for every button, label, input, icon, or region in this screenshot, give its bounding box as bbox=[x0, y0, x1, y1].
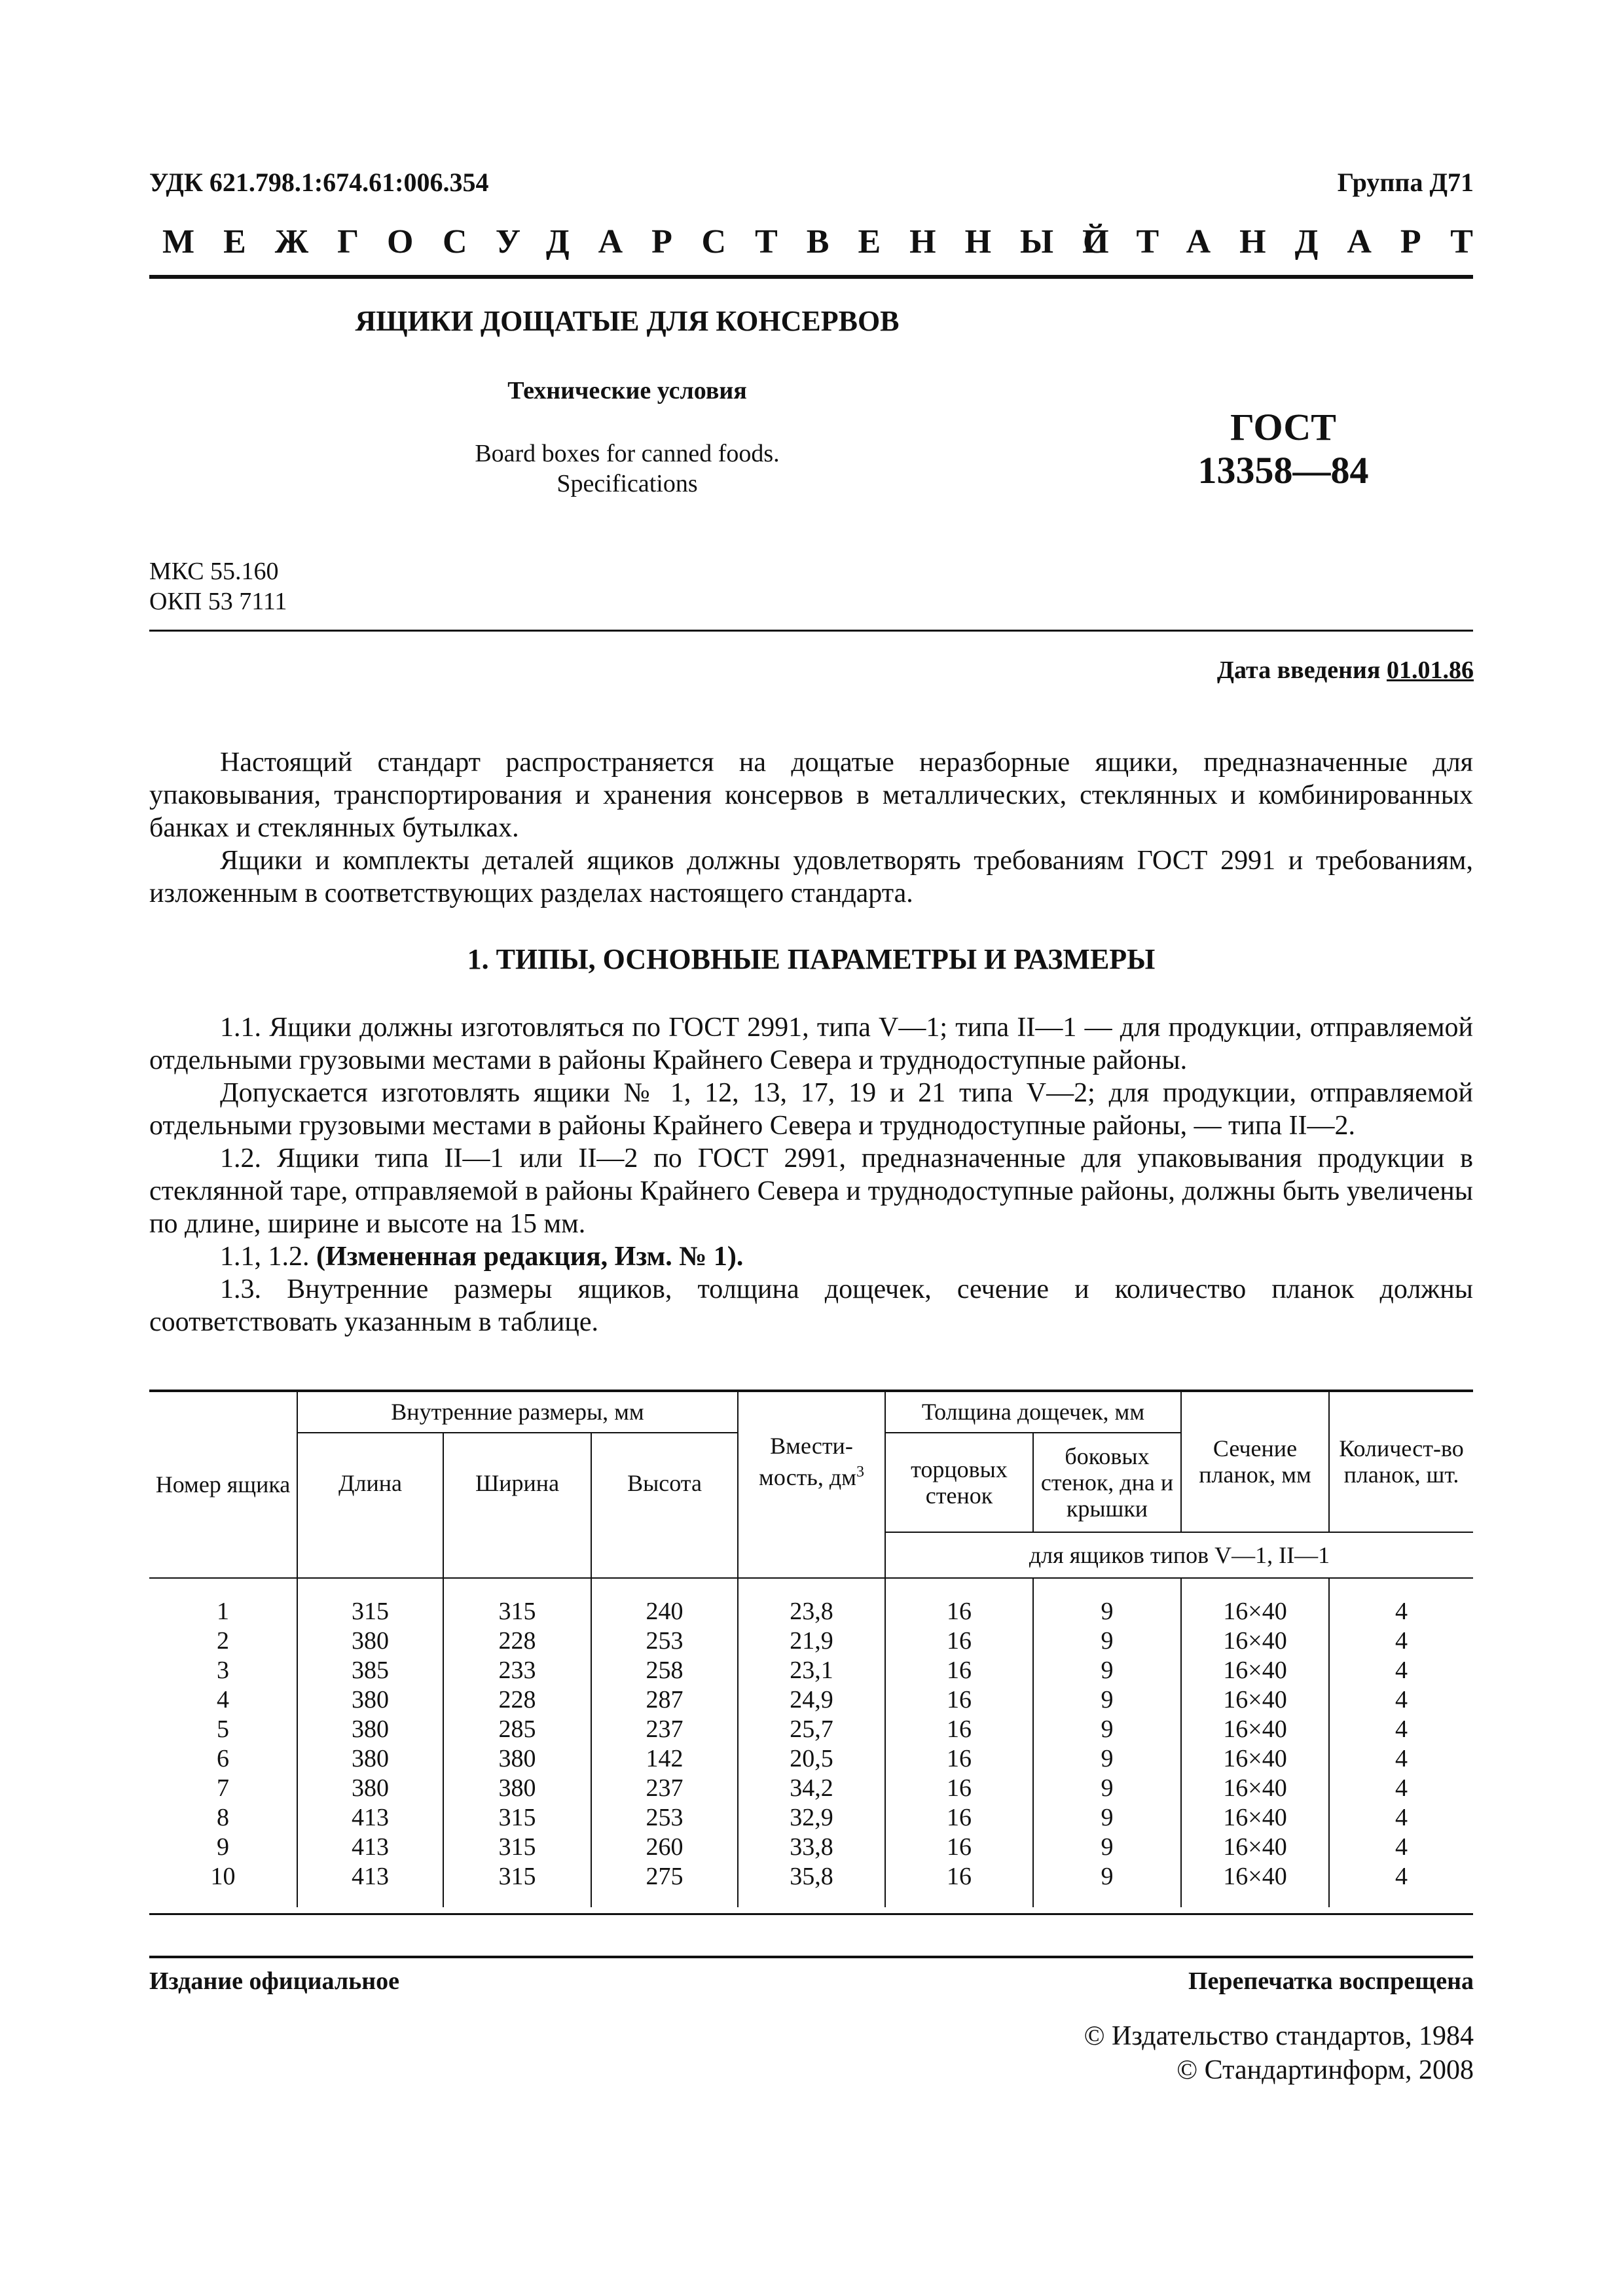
cell-slat-count: 4 bbox=[1395, 1745, 1408, 1772]
introduction-date-value: 01.01.86 bbox=[1387, 656, 1474, 684]
english-title-line2: Specifications bbox=[556, 470, 698, 497]
cell-end-thickness: 16 bbox=[885, 1833, 1033, 1862]
cell-end-thickness: 16 bbox=[885, 1744, 1033, 1774]
table-row bbox=[149, 1685, 1473, 1715]
classification-codes bbox=[149, 556, 287, 617]
clause-1-2: 1.2. Ящики типа II—1 или II—2 по ГОСТ 2991, предназначенные для упаковывания продукции в стеклянной таре, отправляемой в районы Крайнего Севера и труднодоступные районы, должны быть увеличены по длине, ширине и высоте на 15 мм. bbox=[149, 1143, 1473, 1239]
cell-width: 233 bbox=[443, 1656, 591, 1685]
spacer-cell bbox=[1033, 1892, 1181, 1907]
cell-side-thickness: 9 bbox=[1033, 1833, 1181, 1862]
cell-end-thickness: 16 bbox=[885, 1715, 1033, 1744]
standard-banner bbox=[149, 223, 1502, 268]
document-subtitle: Технические условия bbox=[507, 377, 747, 404]
cell-slat-count: 4 bbox=[1395, 1833, 1408, 1861]
cell-slat-count: 4 bbox=[1395, 1774, 1408, 1802]
spacer-cell bbox=[1181, 1892, 1329, 1907]
amendment-prefix: 1.1, 1.2. bbox=[220, 1242, 310, 1272]
introduction-date bbox=[1217, 656, 1474, 685]
cell-box-number: 5 bbox=[149, 1715, 297, 1744]
table-row bbox=[149, 1862, 1473, 1892]
cell-width: 285 bbox=[443, 1715, 591, 1744]
table-row bbox=[149, 1578, 1473, 1626]
cell-slat-section: 16×40 bbox=[1181, 1862, 1329, 1892]
spacer-cell bbox=[297, 1892, 443, 1907]
cell-length: 385 bbox=[297, 1656, 443, 1685]
cell-box-number: 7 bbox=[149, 1774, 297, 1803]
gost-designation bbox=[1100, 406, 1467, 492]
table-row bbox=[149, 1833, 1473, 1862]
cell-height: 142 bbox=[591, 1744, 738, 1774]
cell-capacity: 35,8 bbox=[738, 1862, 885, 1892]
english-title bbox=[149, 439, 1105, 499]
cell-slat-section: 16×40 bbox=[1181, 1626, 1329, 1656]
table-row bbox=[149, 1803, 1473, 1833]
cell-side-thickness: 9 bbox=[1033, 1744, 1181, 1774]
cell-box-number: 3 bbox=[149, 1656, 297, 1685]
cell-capacity: 23,8 bbox=[738, 1578, 885, 1626]
cell-width: 380 bbox=[443, 1774, 591, 1803]
header-empty-cell-3 bbox=[591, 1532, 738, 1578]
gost-number: 13358—84 bbox=[1197, 449, 1369, 492]
cell-length: 380 bbox=[297, 1626, 443, 1656]
cell-height: 240 bbox=[591, 1578, 738, 1626]
section-heading: 1. ТИПЫ, ОСНОВНЫЕ ПАРАМЕТРЫ И РАЗМЕРЫ bbox=[467, 943, 1156, 975]
codes-rule bbox=[149, 630, 1473, 632]
cell-height: 287 bbox=[591, 1685, 738, 1715]
cell-side-thickness: 9 bbox=[1033, 1803, 1181, 1833]
footer-rule bbox=[149, 1956, 1473, 1958]
table-row bbox=[149, 1774, 1473, 1803]
header-slat-section: Сечение планок, мм bbox=[1181, 1391, 1329, 1532]
table-row bbox=[149, 1744, 1473, 1774]
cell-slat-section: 16×40 bbox=[1181, 1833, 1329, 1862]
spacer-cell bbox=[443, 1892, 591, 1907]
cell-end-thickness: 16 bbox=[885, 1626, 1033, 1656]
cell-length: 380 bbox=[297, 1744, 443, 1774]
cell-capacity: 33,8 bbox=[738, 1833, 885, 1862]
cell-length: 380 bbox=[297, 1685, 443, 1715]
cell-capacity: 34,2 bbox=[738, 1774, 885, 1803]
cell-slat-section: 16×40 bbox=[1181, 1656, 1329, 1685]
cell-slat-section: 16×40 bbox=[1181, 1803, 1329, 1833]
section-text bbox=[149, 1011, 1473, 1338]
cell-height: 253 bbox=[591, 1803, 738, 1833]
header-inner-dimensions: Внутренние размеры, мм bbox=[297, 1391, 738, 1433]
cell-slat-count: 4 bbox=[1395, 1598, 1408, 1625]
reprint-notice: Перепечатка воспрещена bbox=[1188, 1967, 1474, 1995]
spacer-cell bbox=[1329, 1892, 1473, 1907]
table-row bbox=[149, 1715, 1473, 1744]
spacer-cell bbox=[149, 1892, 297, 1907]
copyright-block bbox=[1084, 2019, 1474, 2087]
header-empty-cell-1 bbox=[297, 1532, 443, 1578]
cell-slat-count: 4 bbox=[1395, 1804, 1408, 1831]
cell-side-thickness: 9 bbox=[1033, 1685, 1181, 1715]
cell-box-number: 4 bbox=[149, 1685, 297, 1715]
cell-side-thickness: 9 bbox=[1033, 1626, 1181, 1656]
introduction-date-label: Дата введения bbox=[1216, 656, 1381, 684]
header-box-types: для ящиков типов V—1, II—1 bbox=[885, 1532, 1473, 1578]
table-spacer-row bbox=[149, 1892, 1473, 1907]
cell-end-thickness: 16 bbox=[885, 1774, 1033, 1803]
header-empty-cell-4 bbox=[738, 1532, 885, 1578]
cell-length: 413 bbox=[297, 1803, 443, 1833]
cell-height: 275 bbox=[591, 1862, 738, 1892]
cell-width: 315 bbox=[443, 1578, 591, 1626]
copyright-1984: © Издательство стандартов, 1984 bbox=[1084, 2021, 1474, 2051]
cell-slat-section: 16×40 bbox=[1181, 1578, 1329, 1626]
cell-side-thickness: 9 bbox=[1033, 1578, 1181, 1626]
intro-paragraph-2: Ящики и комплекты деталей ящиков должны удовлетворять требованиям ГОСТ 2991 и требованиям, изложенным в соответствующих разделах настоящего стандарта. bbox=[149, 846, 1473, 908]
cell-length: 380 bbox=[297, 1774, 443, 1803]
cell-slat-section: 16×40 bbox=[1181, 1774, 1329, 1803]
header-capacity-label: Вмести-мость, дм bbox=[759, 1433, 856, 1490]
header-empty-cell-2 bbox=[443, 1532, 591, 1578]
banner-word-standard: СТАНДАРТ bbox=[1082, 223, 1502, 260]
cell-height: 237 bbox=[591, 1774, 738, 1803]
intro-paragraph-1: Настоящий стандарт распространяется на дощатые неразборные ящики, предназначенные для упаковывания, транспортирования и хранения консервов в металлических, стеклянных и комбинированных банках и стеклянных бутылках. bbox=[149, 747, 1473, 843]
cell-height: 237 bbox=[591, 1715, 738, 1744]
dimensions-table bbox=[149, 1391, 1473, 1907]
cell-side-thickness: 9 bbox=[1033, 1774, 1181, 1803]
header-slat-count: Количест-во планок, шт. bbox=[1339, 1435, 1464, 1488]
header-box-number: Номер ящика bbox=[149, 1391, 297, 1578]
cell-length: 413 bbox=[297, 1862, 443, 1892]
cell-end-thickness: 16 bbox=[885, 1656, 1033, 1685]
cell-capacity: 24,9 bbox=[738, 1685, 885, 1715]
cell-side-thickness: 9 bbox=[1033, 1862, 1181, 1892]
cell-height: 258 bbox=[591, 1656, 738, 1685]
header-capacity-exponent: 3 bbox=[856, 1463, 864, 1480]
cell-box-number: 2 bbox=[149, 1626, 297, 1656]
header-board-thickness: Толщина дощечек, мм bbox=[885, 1391, 1181, 1433]
cell-slat-count: 4 bbox=[1395, 1715, 1408, 1743]
cell-end-thickness: 16 bbox=[885, 1803, 1033, 1833]
cell-slat-count: 4 bbox=[1395, 1627, 1408, 1655]
cell-width: 380 bbox=[443, 1744, 591, 1774]
table-body bbox=[149, 1578, 1473, 1907]
cell-height: 253 bbox=[591, 1626, 738, 1656]
cell-side-thickness: 9 bbox=[1033, 1656, 1181, 1685]
cell-width: 228 bbox=[443, 1626, 591, 1656]
cell-width: 315 bbox=[443, 1862, 591, 1892]
cell-box-number: 6 bbox=[149, 1744, 297, 1774]
spacer-cell bbox=[591, 1892, 738, 1907]
cell-capacity: 21,9 bbox=[738, 1626, 885, 1656]
cell-end-thickness: 16 bbox=[885, 1578, 1033, 1626]
cell-capacity: 23,1 bbox=[738, 1656, 885, 1685]
cell-length: 413 bbox=[297, 1833, 443, 1862]
udk-code: УДК 621.798.1:674.61:006.354 bbox=[149, 168, 489, 197]
copyright-2008: © Стандартинформ, 2008 bbox=[1176, 2055, 1474, 2085]
spacer-cell bbox=[738, 1892, 885, 1907]
header-end-walls: торцовых стенок bbox=[885, 1433, 1033, 1532]
cell-width: 228 bbox=[443, 1685, 591, 1715]
cell-side-thickness: 9 bbox=[1033, 1715, 1181, 1744]
amendment-note bbox=[149, 1240, 1473, 1273]
header-side-walls: боковых стенок, дна и крышки bbox=[1033, 1433, 1181, 1532]
header-capacity bbox=[738, 1391, 885, 1532]
cell-box-number: 8 bbox=[149, 1803, 297, 1833]
clause-1-3: 1.3. Внутренние размеры ящиков, толщина дощечек, сечение и количество планок должны соответствовать указанным в таблице. bbox=[149, 1274, 1473, 1337]
cell-length: 315 bbox=[297, 1578, 443, 1626]
cell-box-number: 9 bbox=[149, 1833, 297, 1862]
cell-end-thickness: 16 bbox=[885, 1862, 1033, 1892]
cell-slat-count: 4 bbox=[1395, 1863, 1408, 1890]
cell-height: 260 bbox=[591, 1833, 738, 1862]
amendment-bold: (Измененная редакция, Изм. № 1). bbox=[316, 1242, 744, 1272]
cell-box-number: 10 bbox=[149, 1862, 297, 1892]
mks-code: МКС 55.160 bbox=[149, 558, 279, 585]
cell-slat-section: 16×40 bbox=[1181, 1715, 1329, 1744]
header-width: Ширина bbox=[443, 1433, 591, 1532]
official-edition: Издание официальное bbox=[149, 1967, 400, 1995]
clause-1-1-allowance: Допускается изготовлять ящики № 1, 12, 13, 17, 19 и 21 типа V—2; для продукции, отправляемой отдельными грузовыми местами в районы Крайнего Севера и труднодоступные районы, — типа II—2. bbox=[149, 1078, 1473, 1141]
cell-capacity: 20,5 bbox=[738, 1744, 885, 1774]
header-height: Высота bbox=[591, 1433, 738, 1532]
intro-text bbox=[149, 746, 1473, 910]
cell-capacity: 32,9 bbox=[738, 1803, 885, 1833]
cell-slat-count: 4 bbox=[1395, 1657, 1408, 1684]
okp-code: ОКП 53 7111 bbox=[149, 588, 287, 615]
banner-word-interstate: МЕЖГОСУДАРСТВЕННЫЙ bbox=[162, 223, 1138, 260]
spacer-cell bbox=[885, 1892, 1033, 1907]
cell-length: 380 bbox=[297, 1715, 443, 1744]
cell-end-thickness: 16 bbox=[885, 1685, 1033, 1715]
cell-slat-count: 4 bbox=[1395, 1686, 1408, 1713]
gost-label: ГОСТ bbox=[1230, 406, 1336, 448]
cell-slat-section: 16×40 bbox=[1181, 1744, 1329, 1774]
header-length: Длина bbox=[297, 1433, 443, 1532]
cell-width: 315 bbox=[443, 1803, 591, 1833]
table-row bbox=[149, 1656, 1473, 1685]
document-title: ЯЩИКИ ДОЩАТЫЕ ДЛЯ КОНСЕРВОВ bbox=[355, 305, 900, 337]
english-title-line1: Board boxes for canned foods. bbox=[475, 440, 780, 467]
cell-box-number: 1 bbox=[149, 1578, 297, 1626]
cell-slat-section: 16×40 bbox=[1181, 1685, 1329, 1715]
table-bottom-rule bbox=[149, 1913, 1473, 1915]
cell-capacity: 25,7 bbox=[738, 1715, 885, 1744]
table-row bbox=[149, 1626, 1473, 1656]
group-code: Группа Д71 bbox=[1337, 168, 1474, 197]
clause-1-1: 1.1. Ящики должны изготовляться по ГОСТ 2991, типа V—1; типа II—1 — для продукции, отправляемой отдельными грузовыми местами в районы Крайнего Севера и труднодоступные районы. bbox=[149, 1013, 1473, 1075]
cell-width: 315 bbox=[443, 1833, 591, 1862]
header-rule bbox=[149, 275, 1473, 279]
